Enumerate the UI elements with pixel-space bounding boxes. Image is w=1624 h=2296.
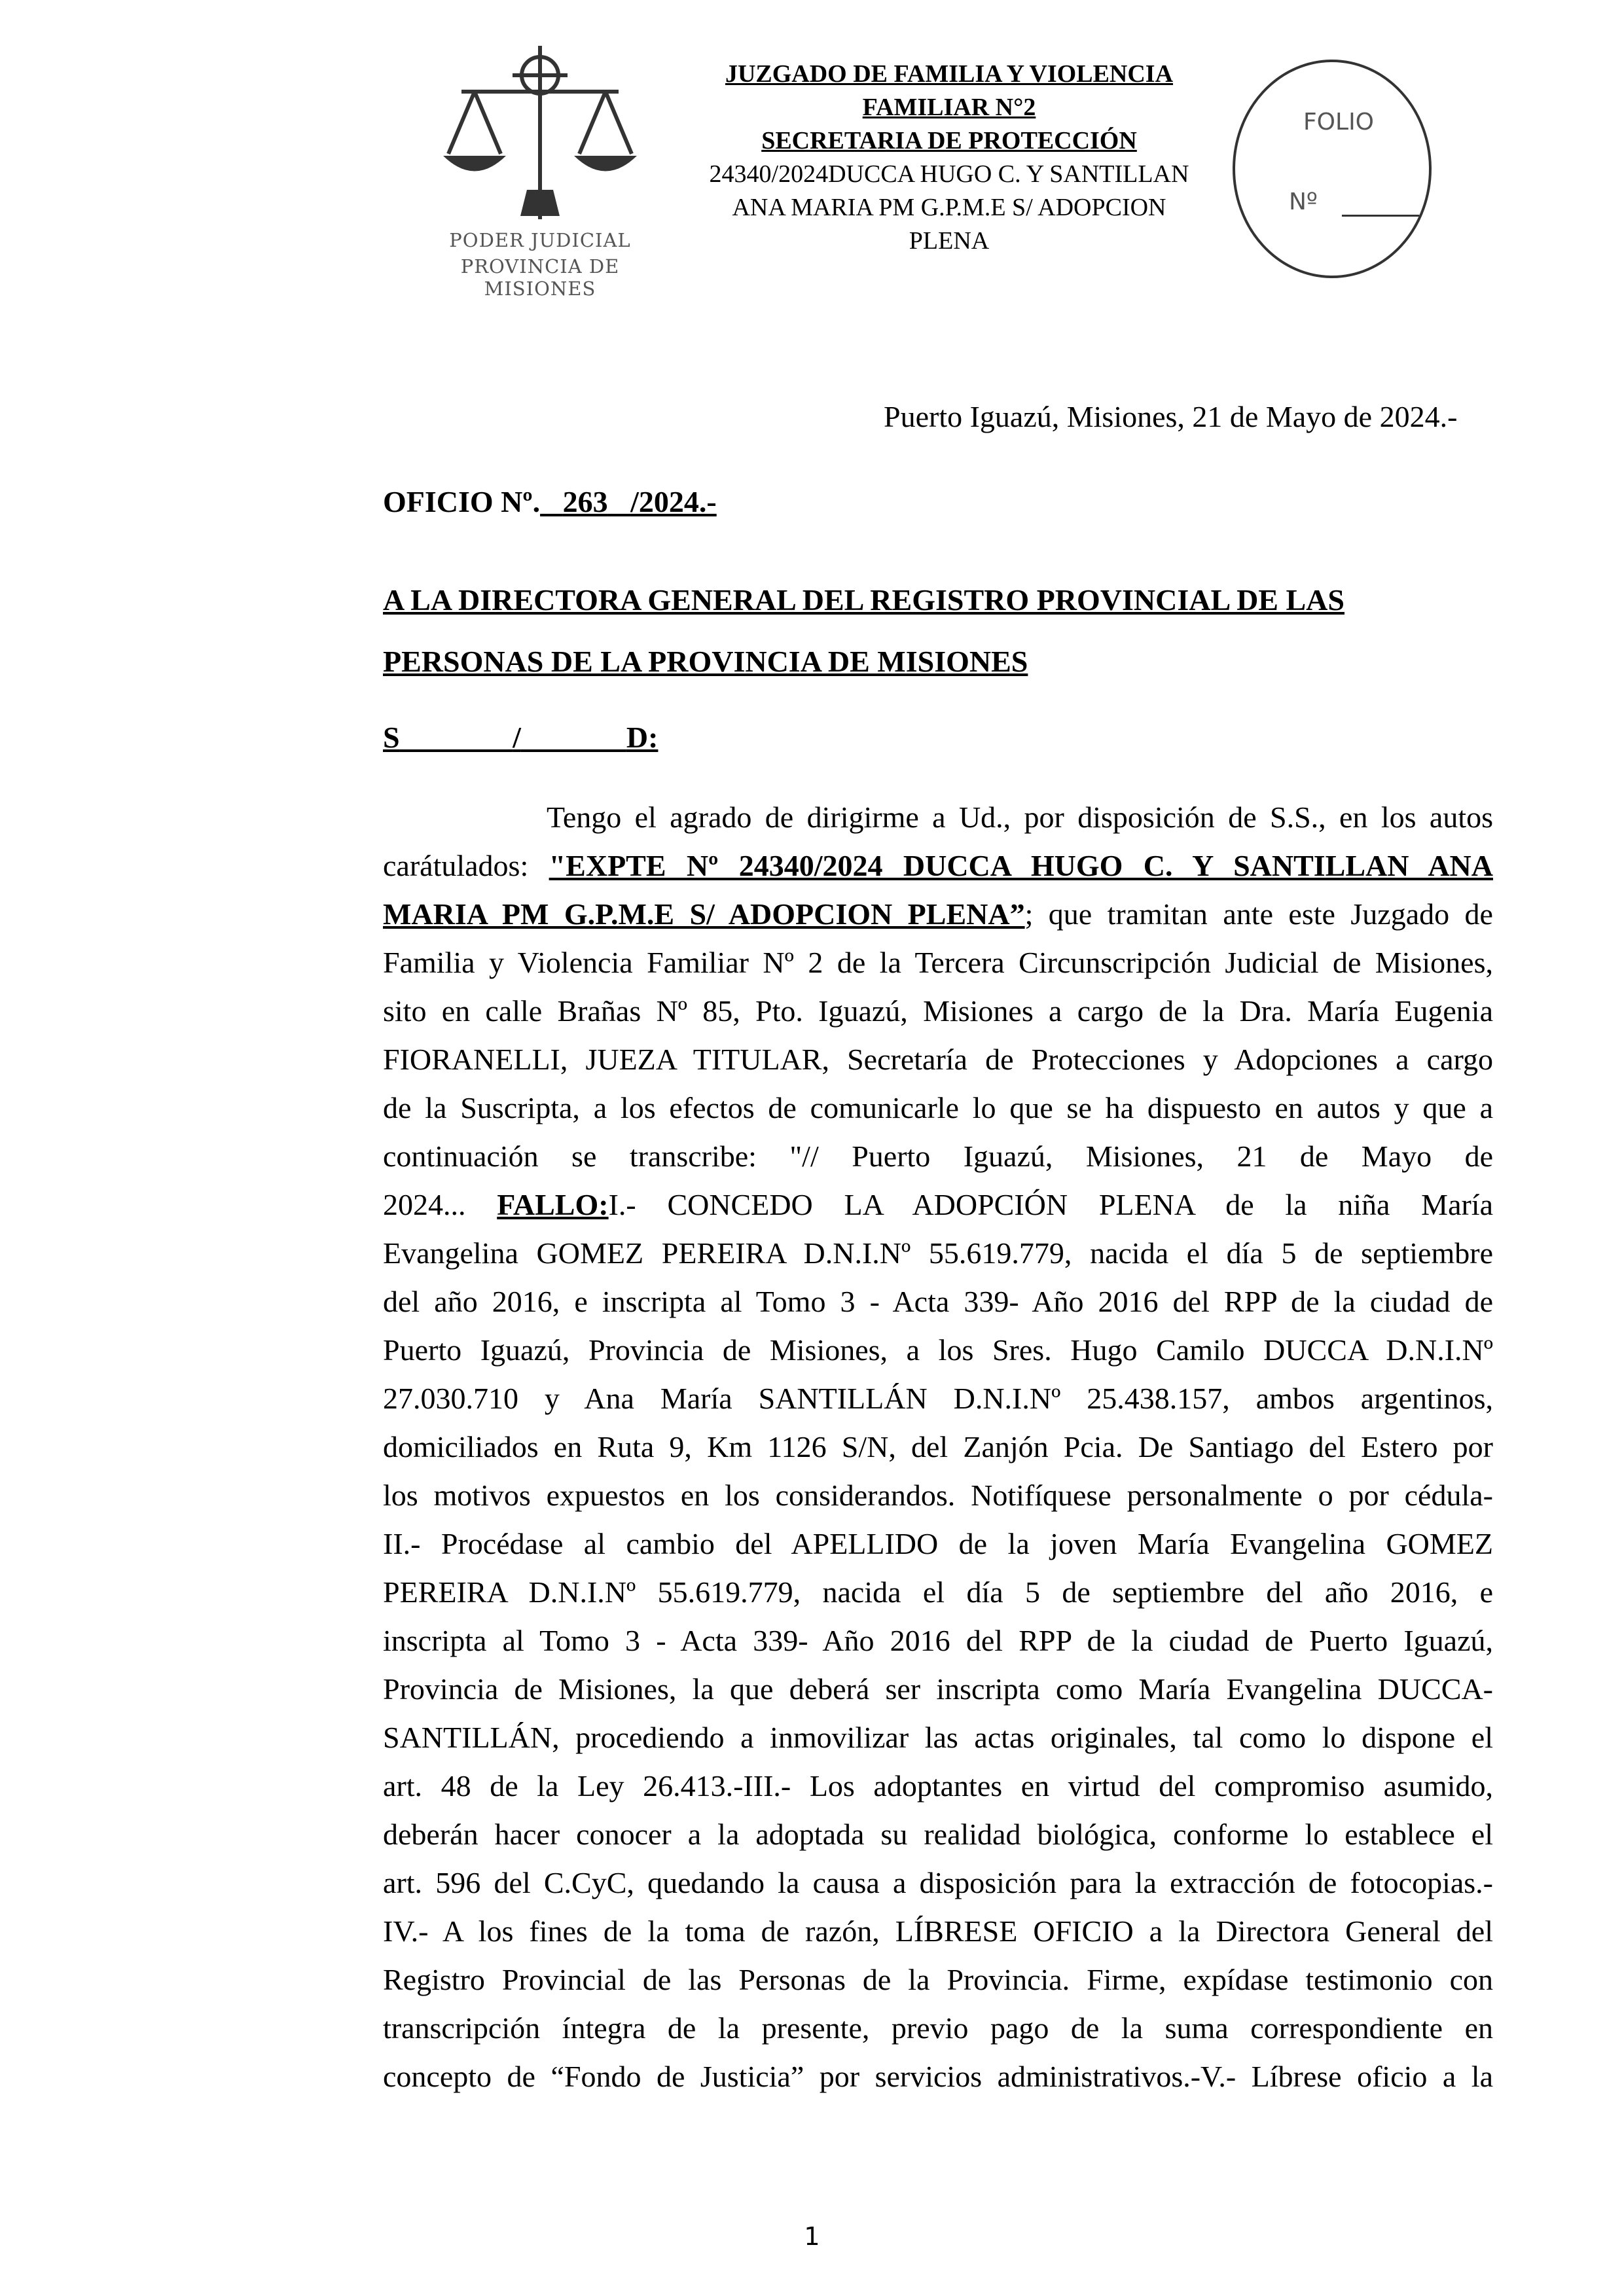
court-name-line2: FAMILIAR N°2: [862, 94, 1036, 121]
body-line-21: art. 48 de la Ley 26.413.-III.- Los adoptantes en virtud del compromiso asumido,: [383, 1769, 1493, 1803]
body-line-8: continuación se transcribe: "// Puerto Iguazú, Misiones, 21 de Mayo de: [383, 1139, 1493, 1173]
secretary-name: SECRETARIA DE PROTECCIÓN: [761, 127, 1137, 154]
folio-label: FOLIO: [1303, 109, 1375, 135]
court-name-line1: JUZGADO DE FAMILIA Y VIOLENCIA: [725, 60, 1174, 88]
oficio-number: [383, 484, 717, 519]
oficio-number-blank-left: [540, 485, 563, 518]
case-title-part2: MARIA PM G.P.M.E S/ ADOPCION PLENA”: [383, 897, 1025, 931]
body-line-3: [383, 890, 1493, 939]
body-line-18: inscripta al Tomo 3 - Acta 339- Año 2016 del RPP de la ciudad de Puerto Iguazú,: [383, 1624, 1493, 1657]
scales-of-justice-icon: [435, 39, 645, 226]
salutation-s: S: [383, 721, 400, 754]
addressee-line2: PERSONAS DE LA PROVINCIA DE MISIONES: [383, 645, 1028, 678]
body-line-16: II.- Procédase al cambio del APELLIDO de la joven María Evangelina GOMEZ: [383, 1527, 1493, 1560]
body-line-23: art. 596 del C.CyC, quedando la causa a disposición para la extracción de fotocopias.-: [383, 1866, 1493, 1899]
body-line-19: Provincia de Misiones, la que deberá ser inscripta como María Evangelina DUCCA-: [383, 1672, 1493, 1706]
body-line-4: Familia y Violencia Familiar Nº 2 de la Tercera Circunscripción Judicial de Misiones,: [383, 946, 1493, 979]
addressee: [383, 569, 1496, 692]
page-number: 1: [804, 2222, 820, 2251]
body-line-12: Puerto Iguazú, Provincia de Misiones, a los Sres. Hugo Camilo DUCCA D.N.I.Nº: [383, 1333, 1493, 1367]
body-line-20: SANTILLÁN, procediendo a inmovilizar las actas originales, tal como lo dispone el: [383, 1721, 1493, 1754]
body-line-9-pre: 2024...: [383, 1188, 497, 1221]
body-line-27: concepto de “Fondo de Justicia” por servicios administrativos.-V.- Líbrese oficio a la: [383, 2060, 1493, 2093]
case-caption-line3: PLENA: [909, 227, 990, 255]
body-line-7: de la Suscripta, a los efectos de comunicarle lo que se ha dispuesto en autos y que a: [383, 1091, 1493, 1124]
body-line-5: sito en calle Brañas Nº 85, Pto. Iguazú, Misiones a cargo de la Dra. María Eugenia: [383, 994, 1493, 1028]
body-line-22: deberán hacer conocer a la adoptada su realidad biológica, conforme lo establece el: [383, 1818, 1493, 1851]
oficio-number-blank-right: [608, 485, 631, 518]
body-line-24: IV.- A los fines de la toma de razón, LÍBRESE OFICIO a la Directora General del: [383, 1914, 1493, 1948]
body-line-11: del año 2016, e inscripta al Tomo 3 - Acta 339- Año 2016 del RPP de la ciudad de: [383, 1285, 1493, 1318]
salutation: [383, 720, 658, 755]
case-title-part1: "EXPTE Nº 24340/2024 DUCCA HUGO C. Y SANTILLAN ANA: [549, 849, 1493, 882]
fallo-heading: FALLO:: [497, 1188, 609, 1221]
case-caption-line1: 24340/2024DUCCA HUGO C. Y SANTILLAN: [709, 160, 1189, 188]
place-date-line: Puerto Iguazú, Misiones, 21 de Mayo de 2024.-: [884, 400, 1458, 433]
court-header: [674, 58, 1224, 258]
folio-number-label: Nº: [1289, 188, 1318, 215]
seal-caption-line2: PROVINCIA DE MISIONES: [460, 255, 620, 300]
body-line-6: FIORANELLI, JUEZA TITULAR, Secretaría de Protecciones y Adopciones a cargo: [383, 1043, 1493, 1076]
oficio-suffix: /2024.-: [630, 485, 717, 518]
body-line-17: PEREIRA D.N.I.Nº 55.619.779, nacida el día 5 de septiembre del año 2016, e: [383, 1575, 1493, 1609]
body-line-14: domiciliados en Ruta 9, Km 1126 S/N, del Zanjón Pcia. De Santiago del Estero por: [383, 1430, 1493, 1463]
body-line-3-post: ; que tramitan ante este Juzgado de: [1024, 897, 1493, 931]
body-line-9: [383, 1181, 1493, 1229]
folio-stamp: [1247, 58, 1479, 290]
folio-circle-icon: [1231, 58, 1434, 280]
folio-number-blank: [1342, 215, 1419, 217]
body-line-25: Registro Provincial de las Personas de la Provincia. Firme, expídase testimonio con: [383, 1963, 1493, 1996]
addressee-line1: A LA DIRECTORA GENERAL DEL REGISTRO PROVINCIAL DE LAS: [383, 583, 1344, 617]
body-line-2: [383, 842, 1493, 890]
oficio-number-value: 263: [562, 485, 608, 518]
judicial-seal-logo: [403, 39, 677, 300]
body-line-1: Tengo el agrado de dirigirme a Ud., por disposición de S.S., en los autos: [547, 800, 1493, 834]
seal-caption-line1: PODER JUDICIAL: [449, 229, 631, 251]
case-caption-line2: ANA MARIA PM G.P.M.E S/ ADOPCION: [732, 194, 1166, 221]
body-line-9-post: I.- CONCEDO LA ADOPCIÓN PLENA de la niña María: [608, 1188, 1493, 1221]
body-line-2-pre: carátulados:: [383, 849, 549, 882]
salutation-d: D:: [626, 721, 659, 754]
salutation-slash: /: [513, 721, 521, 754]
body-line-15: los motivos expuestos en los considerandos. Notifíquese personalmente o por cédula-: [383, 1479, 1493, 1512]
body-line-13: 27.030.710 y Ana María SANTILLÁN D.N.I.Nº 25.438.157, ambos argentinos,: [383, 1382, 1493, 1415]
body-line-26: transcripción íntegra de la presente, previo pago de la suma correspondiente en: [383, 2011, 1493, 2045]
letter-body: [383, 793, 1493, 2101]
body-line-10: Evangelina GOMEZ PEREIRA D.N.I.Nº 55.619.779, nacida el día 5 de septiembre: [383, 1236, 1493, 1270]
oficio-prefix: OFICIO Nº.: [383, 485, 541, 518]
